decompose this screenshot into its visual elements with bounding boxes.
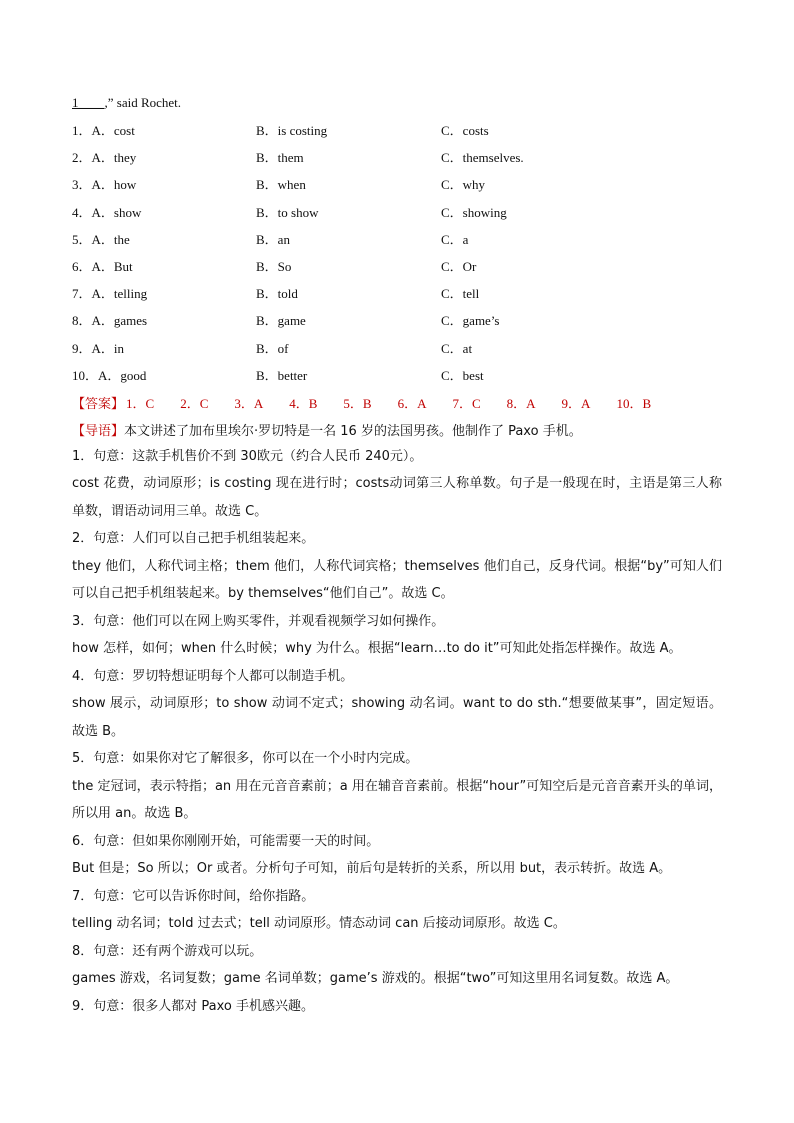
explanation-paragraph: telling 动名词；told 过去式；tell 动词原形。情态动词 can 后接动词原形。故选 C。 [72,916,566,932]
option-a: 5．A．the [72,231,130,247]
answer-item: 4．B [289,395,318,411]
option-row [72,252,722,279]
option-a: 1．A．cost [72,123,135,139]
explanation-paragraph: But 但是；So 所以；Or 或者。分析句子可知，前后句是转折的关系，所以用 but，表示转折。故选 A。 [72,861,672,877]
answer-item: 2．C [180,395,209,411]
option-c: C．Or [441,259,477,275]
options-list [72,116,722,388]
answer-item: 7．C [452,395,481,411]
answer-item: 1．C [126,395,155,411]
option-a: 4．A．show [72,204,142,220]
answer-item: 9．A [561,395,591,411]
option-b: B．better [256,367,308,383]
option-c: C．why [441,177,486,193]
answer-item: 5．B [343,395,372,411]
option-c: C．at [441,340,473,356]
option-row [72,306,722,333]
explanation-paragraph: 2．句意：人们可以自己把手机组装起来。 [72,531,315,547]
lead-text: ,” said Rochet. [104,95,182,110]
lead-blank: ____ [78,95,105,110]
option-row [72,170,722,197]
option-b: B．when [256,177,306,193]
explanation-paragraph: 7．句意：它可以告诉你时间，给你指路。 [72,888,315,904]
option-c: C．showing [441,204,507,220]
explanation-paragraph: 3．句意：他们可以在网上购买零件，并观看视频学习如何操作。 [72,613,445,629]
option-c: C．tell [441,286,480,302]
explanation-paragraph: 4．句意：罗切特想证明每个人都可以制造手机。 [72,668,354,684]
option-c: C．a [441,231,469,247]
option-row [72,143,722,170]
explanation-paragraph: they 他们，人称代词主格；them 他们，人称代词宾格；themselves 他们自己，反身代词。根据“by”可知人们可以自己把手机组装起来。by themselves“他们自己”。故选 C。 [72,558,722,602]
guide-line [72,416,722,443]
answer-items [124,393,677,412]
option-b: B．to show [256,204,319,220]
option-a: 2．A．they [72,150,137,166]
option-row [72,279,722,306]
answer-tag: 【答案】 [72,396,125,412]
question-lead-line [72,92,722,114]
option-a: 9．A．in [72,340,125,356]
option-b: B．So [256,259,292,275]
option-c: C．best [441,367,484,383]
explanation-paragraph: 9．句意：很多人都对 Paxo 手机感兴趣。 [72,998,315,1014]
answer-item: 6．A [397,395,427,411]
option-c: C．themselves. [441,150,524,166]
option-c: C．costs [441,123,489,139]
option-b: B．told [256,286,298,302]
answer-item: 8．A [506,395,536,411]
guide-tag: 【导语】 [72,423,125,439]
option-row [72,198,722,225]
explanation-paragraph: 1．句意：这款手机售价不到 30欧元（约合人民币 240元）。 [72,448,423,464]
explanation-paragraph: 8．句意：还有两个游戏可以玩。 [72,943,263,959]
document-page [72,92,722,1020]
option-c: C．game’s [441,313,500,329]
option-b: B．is costing [256,123,328,139]
answer-line [72,389,722,416]
option-b: B．them [256,150,304,166]
option-a: 3．A．how [72,177,137,193]
explanation-paragraph: the 定冠词，表示特指；an 用在元音音素前；a 用在辅音音素前。根据“hour”可知空后是元音音素开头的单词，所以用 an。故选 B。 [72,778,722,822]
guide-text: 本文讲述了加布里埃尔·罗切特是一名 16 岁的法国男孩。他制作了 Paxo 手机。 [124,423,582,439]
explanation-paragraph: show 展示，动词原形；to show 动词不定式；showing 动名词。want to do sth.“想要做某事”，固定短语。故选 B。 [72,696,722,739]
explanation-paragraph: how 怎样，如何；when 什么时候；why 为什么。根据“learn…to do it”可知此处指怎样操作。故选 A。 [72,641,682,657]
explanation-paragraph: games 游戏，名词复数；game 名词单数；game’s 游戏的。根据“two”可知这里用名词复数。故选 A。 [72,971,679,987]
explanations [72,443,722,1021]
option-row [72,361,722,388]
answer-item: 3．A [234,395,264,411]
option-a: 8．A．games [72,313,148,329]
option-row [72,116,722,143]
option-b: B．game [256,313,306,329]
option-b: B．of [256,340,289,356]
option-a: 6．A．But [72,259,133,275]
answer-item: 10．B [616,395,652,411]
explanation-paragraph: cost 花费，动词原形；is costing 现在进行时；costs动词第三人称单数。句子是一般现在时，主语是第三人称单数，谓语动词用三单。故选 C。 [72,476,722,519]
option-a: 7．A．telling [72,286,148,302]
option-b: B．an [256,231,290,247]
explanation-paragraph: 5．句意：如果你对它了解很多，你可以在一个小时内完成。 [72,751,419,767]
lead-number: 1 [72,95,79,110]
option-row [72,225,722,252]
option-a: 10．A．good [72,367,147,383]
explanation-paragraph: 6．句意：但如果你刚刚开始，可能需要一天的时间。 [72,833,380,849]
option-row [72,334,722,361]
